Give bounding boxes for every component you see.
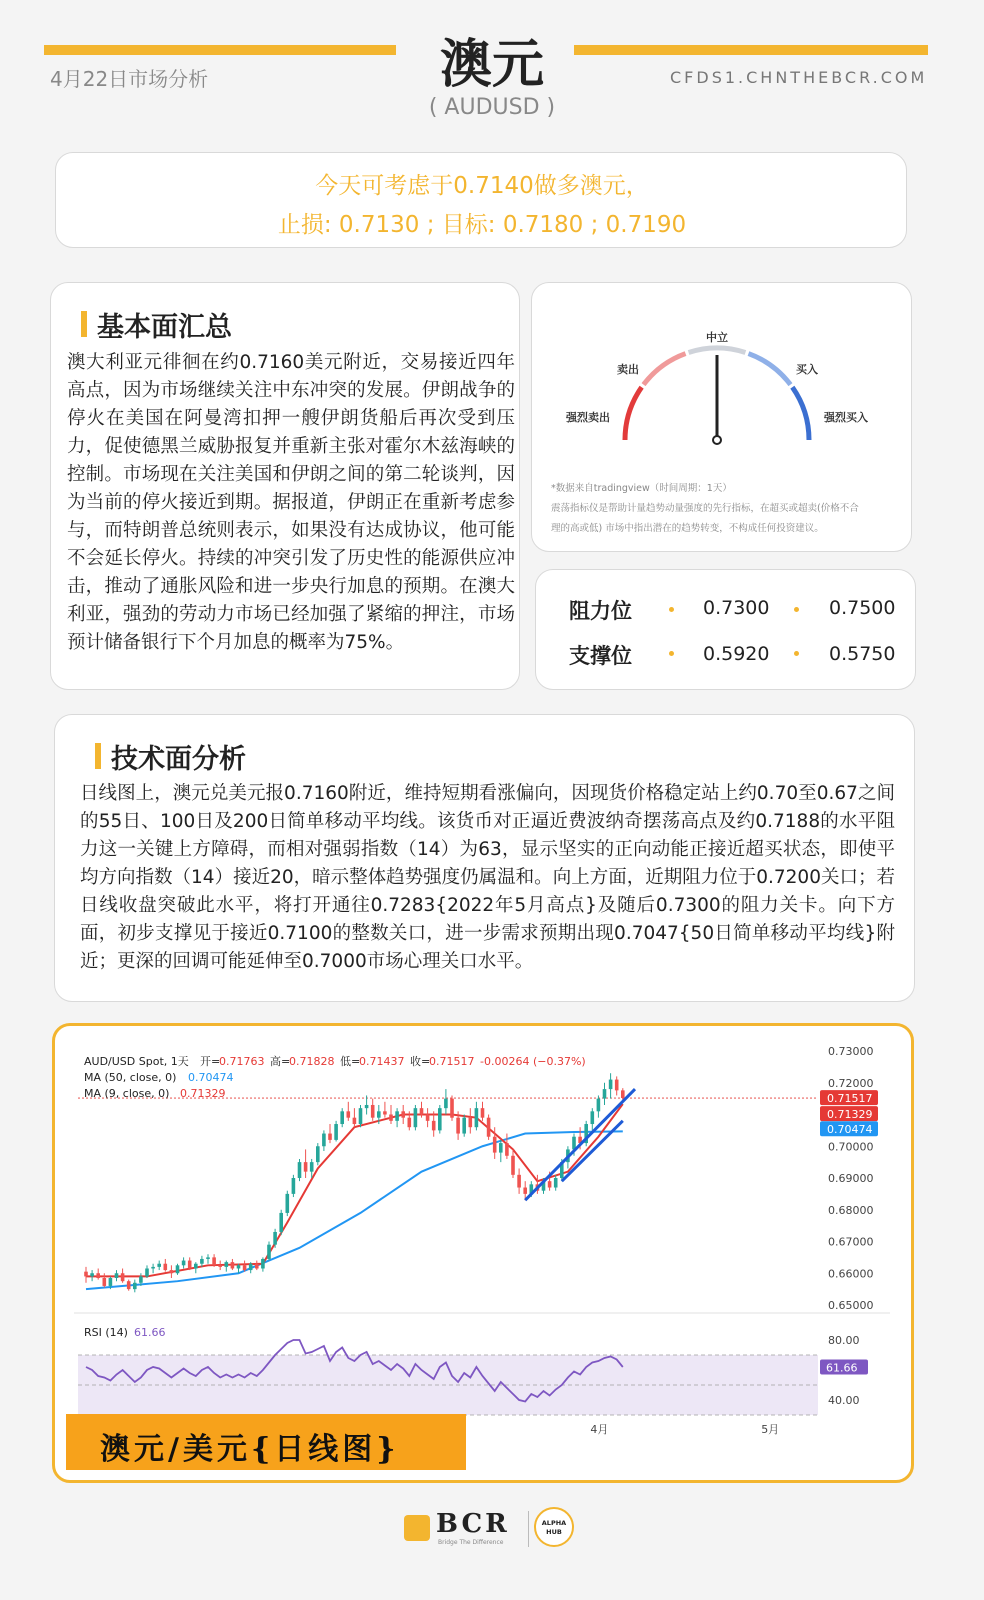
chart-header-symbol: AUD/USD Spot, 1天: [84, 1055, 189, 1068]
rsi-tick-label: 40.00: [828, 1394, 860, 1407]
rsi-value-badge-text: 61.66: [826, 1361, 858, 1375]
ma50-price-badge-text: 0.70474: [827, 1123, 873, 1137]
chart-header-close: 0.71517: [429, 1055, 475, 1068]
candle-up: [182, 1261, 186, 1266]
fundamentals-text: 澳大利亚元徘徊在约0.7160美元附近，交易接近四年高点，因为市场继续关注中东冲突的发展。伊朗战争的停火在美国在阿曼湾扣押一艘伊朗货船后再次受到压力，促使德黑兰威胁报复并重新主张对霍尔木兹海峡的控制。市场现在关注美国和伊朗之间的第二轮谈判，因为当前的停火接近到期。据报道，伊朗正在重新考虑参与，而特朗普总统则表示，如果没有达成协议，他可能不会延长停火。持续的冲突引发了历史性的能源供应冲击，推动了通胀风险和进一步央行加息的预期。在澳大利亚，强劲的劳动力市场已经加强了紧缩的押注，市场预计储备银行下个月加息的概率为75%。: [67, 352, 515, 653]
x-tick-label: 4月: [590, 1423, 609, 1436]
candle-down: [383, 1111, 387, 1114]
price-tick-label: 0.66000: [828, 1267, 874, 1281]
oscillator-gauge: [532, 283, 911, 463]
candle-up: [340, 1111, 344, 1124]
candle-up: [115, 1273, 119, 1278]
levels-card: [535, 569, 916, 690]
price-tick-label: 0.70000: [828, 1140, 874, 1154]
resistance-dot-1: [669, 607, 674, 612]
candle-up: [554, 1178, 558, 1188]
candle-up: [157, 1264, 161, 1267]
rsi-label: RSI (14): [84, 1326, 128, 1339]
candle-up: [310, 1162, 314, 1172]
recommendation-line1: 今天可考虑于0.7140做多澳元，: [315, 173, 649, 199]
candle-down: [511, 1156, 515, 1175]
candle-down: [164, 1264, 168, 1270]
candle-down: [621, 1090, 625, 1098]
chart-caption-text: 澳元/美元{日线图}: [100, 1432, 400, 1467]
candle-down: [304, 1162, 308, 1172]
recommendation-box: [55, 152, 907, 248]
candle-up: [176, 1265, 180, 1273]
date-label: 4月22日市场分析: [50, 67, 209, 91]
recommendation-line2: 止损: 0.7130 ; 目标: 0.7180 ; 0.7190: [277, 212, 687, 238]
gauge-note-source: *数据来自tradingview（时间周期：1天）: [551, 483, 732, 494]
candlestick-chart: [74, 1043, 890, 1453]
rsi-band: [78, 1355, 818, 1415]
rsi-label-value: 61.66: [134, 1326, 166, 1339]
price-tick-label: 0.68000: [828, 1203, 874, 1217]
candle-down: [432, 1121, 436, 1131]
gauge-arc-sell: [644, 354, 686, 385]
candle-down: [231, 1262, 235, 1268]
fundamentals-card: [50, 282, 520, 690]
candle-up: [591, 1111, 595, 1124]
candle-down: [389, 1115, 393, 1121]
candle-down: [127, 1281, 131, 1289]
candle-up: [444, 1099, 448, 1109]
gauge-arc-strong-sell: [625, 387, 642, 440]
candle-up: [462, 1118, 466, 1134]
candle-up: [249, 1264, 253, 1270]
gauge-pivot: [713, 436, 721, 444]
support-dot-1: [669, 651, 674, 656]
alpha-hub-logo: [534, 1507, 574, 1547]
candle-down: [218, 1265, 222, 1267]
candle-down: [212, 1257, 216, 1265]
candle-up: [261, 1259, 265, 1269]
candle-down: [255, 1264, 259, 1269]
candle-down: [401, 1111, 405, 1117]
candle-up: [273, 1232, 277, 1245]
candle-down: [347, 1111, 351, 1117]
candle-up: [414, 1108, 418, 1127]
candle-up: [603, 1089, 607, 1099]
candle-up: [438, 1108, 442, 1130]
price-tick-label: 0.65000: [828, 1299, 874, 1312]
price-tick-label: 0.72000: [828, 1076, 874, 1090]
chart-header-high: 0.71828: [289, 1055, 335, 1068]
gauge-label-sell: 卖出: [617, 363, 639, 376]
candle-down: [493, 1137, 497, 1153]
gauge-arc-strong-buy: [792, 387, 809, 440]
price-tick-label: 0.69000: [828, 1172, 874, 1185]
candle-down: [103, 1278, 107, 1286]
chart-header-close-label: 收=: [410, 1055, 431, 1068]
candle-up: [109, 1278, 113, 1286]
candle-down: [84, 1272, 88, 1277]
candle-down: [456, 1118, 460, 1134]
gauge-label-neutral: 中立: [706, 331, 728, 344]
candle-up: [267, 1245, 271, 1259]
x-tick-label: 5月: [761, 1423, 780, 1436]
bcr-logo-icon: [404, 1515, 430, 1541]
technical-title: 技术面分析: [95, 737, 246, 776]
candle-down: [96, 1273, 100, 1278]
candle-down: [517, 1175, 521, 1188]
candle-up: [298, 1162, 302, 1178]
bcr-tagline: Bridge The Difference: [438, 1539, 504, 1546]
gauge-arc-neutral: [689, 348, 746, 353]
resistance-level-2: 0.7500: [829, 597, 896, 619]
technical-card: [54, 714, 915, 1002]
resistance-dot-2: [794, 607, 799, 612]
ma50-value: 0.70474: [188, 1071, 234, 1084]
candle-down: [121, 1273, 125, 1281]
gauge-card: [531, 282, 912, 552]
candle-down: [170, 1270, 174, 1273]
candle-down: [408, 1118, 412, 1128]
candle-down: [481, 1108, 485, 1118]
candle-up: [279, 1213, 283, 1232]
chart-header-low: 0.71437: [359, 1055, 405, 1068]
candle-up: [475, 1108, 479, 1127]
candle-up: [322, 1134, 326, 1147]
price-tick-label: 0.73000: [828, 1045, 874, 1058]
gauge-label-strong-buy: 强烈买入: [824, 411, 868, 424]
candle-up: [359, 1108, 363, 1124]
rsi-tick-label: 80.00: [828, 1334, 860, 1347]
candle-up: [194, 1264, 198, 1269]
candle-down: [426, 1115, 430, 1121]
candle-up: [597, 1099, 601, 1112]
candle-down: [548, 1181, 552, 1187]
bcr-logo-text: BCR: [436, 1509, 510, 1539]
candle-up: [499, 1143, 503, 1153]
alpha-hub-line2: HUB: [546, 1528, 562, 1536]
support-label: 支撑位: [569, 644, 632, 668]
candle-up: [395, 1111, 399, 1121]
chart-header-low-label: 低=: [340, 1055, 361, 1068]
candle-down: [505, 1143, 509, 1156]
price-tick-label: 0.67000: [828, 1235, 874, 1249]
candle-up: [206, 1257, 210, 1259]
candle-up: [286, 1194, 290, 1213]
chart-header-open-label: 开=: [200, 1055, 221, 1068]
candle-up: [316, 1146, 320, 1162]
fundamentals-title: 基本面汇总: [81, 305, 232, 344]
candle-down: [523, 1188, 527, 1194]
alpha-hub-line1: ALPHA: [541, 1519, 567, 1527]
candle-up: [609, 1080, 613, 1090]
gauge-note-desc2: 理的高或低) 市场中指出潜在的趋势转变，不构成任何投资建议。: [551, 523, 824, 534]
site-url[interactable]: CFDS1.CHNTHEBCR.COM: [670, 68, 928, 87]
candle-down: [469, 1118, 473, 1128]
gauge-note-desc1: 震荡指标仪是帮助计量趋势动量强度的先行指标，在超买或超卖(价格不合: [551, 503, 859, 514]
chart-header-change: -0.00264 (−0.37%): [480, 1055, 586, 1068]
candle-up: [90, 1273, 94, 1276]
candle-down: [353, 1118, 357, 1124]
page-title: 澳元: [439, 35, 544, 95]
support-dot-2: [794, 651, 799, 656]
gauge-label-strong-sell: 强烈卖出: [566, 411, 610, 424]
candle-up: [200, 1259, 204, 1264]
technical-text: 日线图上，澳元兑美元报0.7160附近，维持短期看涨偏向，因现货价格稳定站上约0.70至0.67之间的55日、100日及200日简单移动平均线。该货币对正逼近费波纳奇摆荡高点及约0.7188的水平阻力这一关键上方障碍，而相对强弱指数（14）为63，显示坚实的正向动能正接近超买状态，即使平均方向指数（14）接近20，暗示整体趋势强度仍属温和。向上方面，近期阻力位于0.7200关口；若日线收盘突破此水平，将打开通往0.7283{2022年5月高点}及随后0.7300的阻力关卡。向下方面，初步支撑见于接近0.7100的整数关口，进一步需求预期出现0.7047{50日简单移动平均线}附近；更深的回调可能延伸至0.7000市场心理关口水平。: [80, 783, 895, 972]
candle-up: [377, 1111, 381, 1117]
candle-down: [188, 1261, 192, 1269]
candle-up: [334, 1124, 338, 1140]
ma9-label: MA (9, close, 0): [84, 1087, 170, 1100]
candle-down: [450, 1099, 454, 1118]
candle-down: [371, 1105, 375, 1118]
close-price-badge-text: 0.71517: [827, 1092, 873, 1106]
resistance-level-1: 0.7300: [703, 597, 770, 619]
gauge-label-buy: 买入: [796, 363, 818, 376]
candle-up: [237, 1265, 241, 1268]
chart-header-high-label: 高=: [270, 1055, 291, 1068]
candle-up: [133, 1283, 137, 1289]
page-subtitle: ( AUDUSD ): [428, 95, 556, 120]
candle-up: [145, 1268, 149, 1276]
candle-down: [420, 1108, 424, 1114]
footer-divider: [528, 1511, 529, 1547]
resistance-label: 阻力位: [569, 599, 632, 623]
candle-down: [487, 1118, 491, 1137]
candle-down: [615, 1080, 619, 1091]
bcr-logo: [404, 1509, 528, 1545]
chart-caption: [66, 1414, 466, 1470]
ma9-price-badge-text: 0.71329: [827, 1108, 873, 1122]
candle-up: [151, 1267, 155, 1269]
ma50-label: MA (50, close, 0): [84, 1071, 177, 1084]
candle-down: [328, 1134, 332, 1140]
support-level-1: 0.5920: [703, 643, 770, 665]
candle-up: [139, 1276, 143, 1282]
ma9-value: 0.71329: [180, 1087, 226, 1100]
chart-header-open: 0.71763: [219, 1055, 265, 1068]
support-level-2: 0.5750: [829, 643, 896, 665]
candle-up: [292, 1178, 296, 1194]
gauge-arc-buy: [748, 354, 790, 385]
candle-up: [365, 1105, 369, 1108]
candle-down: [243, 1265, 247, 1270]
candle-up: [225, 1262, 229, 1267]
